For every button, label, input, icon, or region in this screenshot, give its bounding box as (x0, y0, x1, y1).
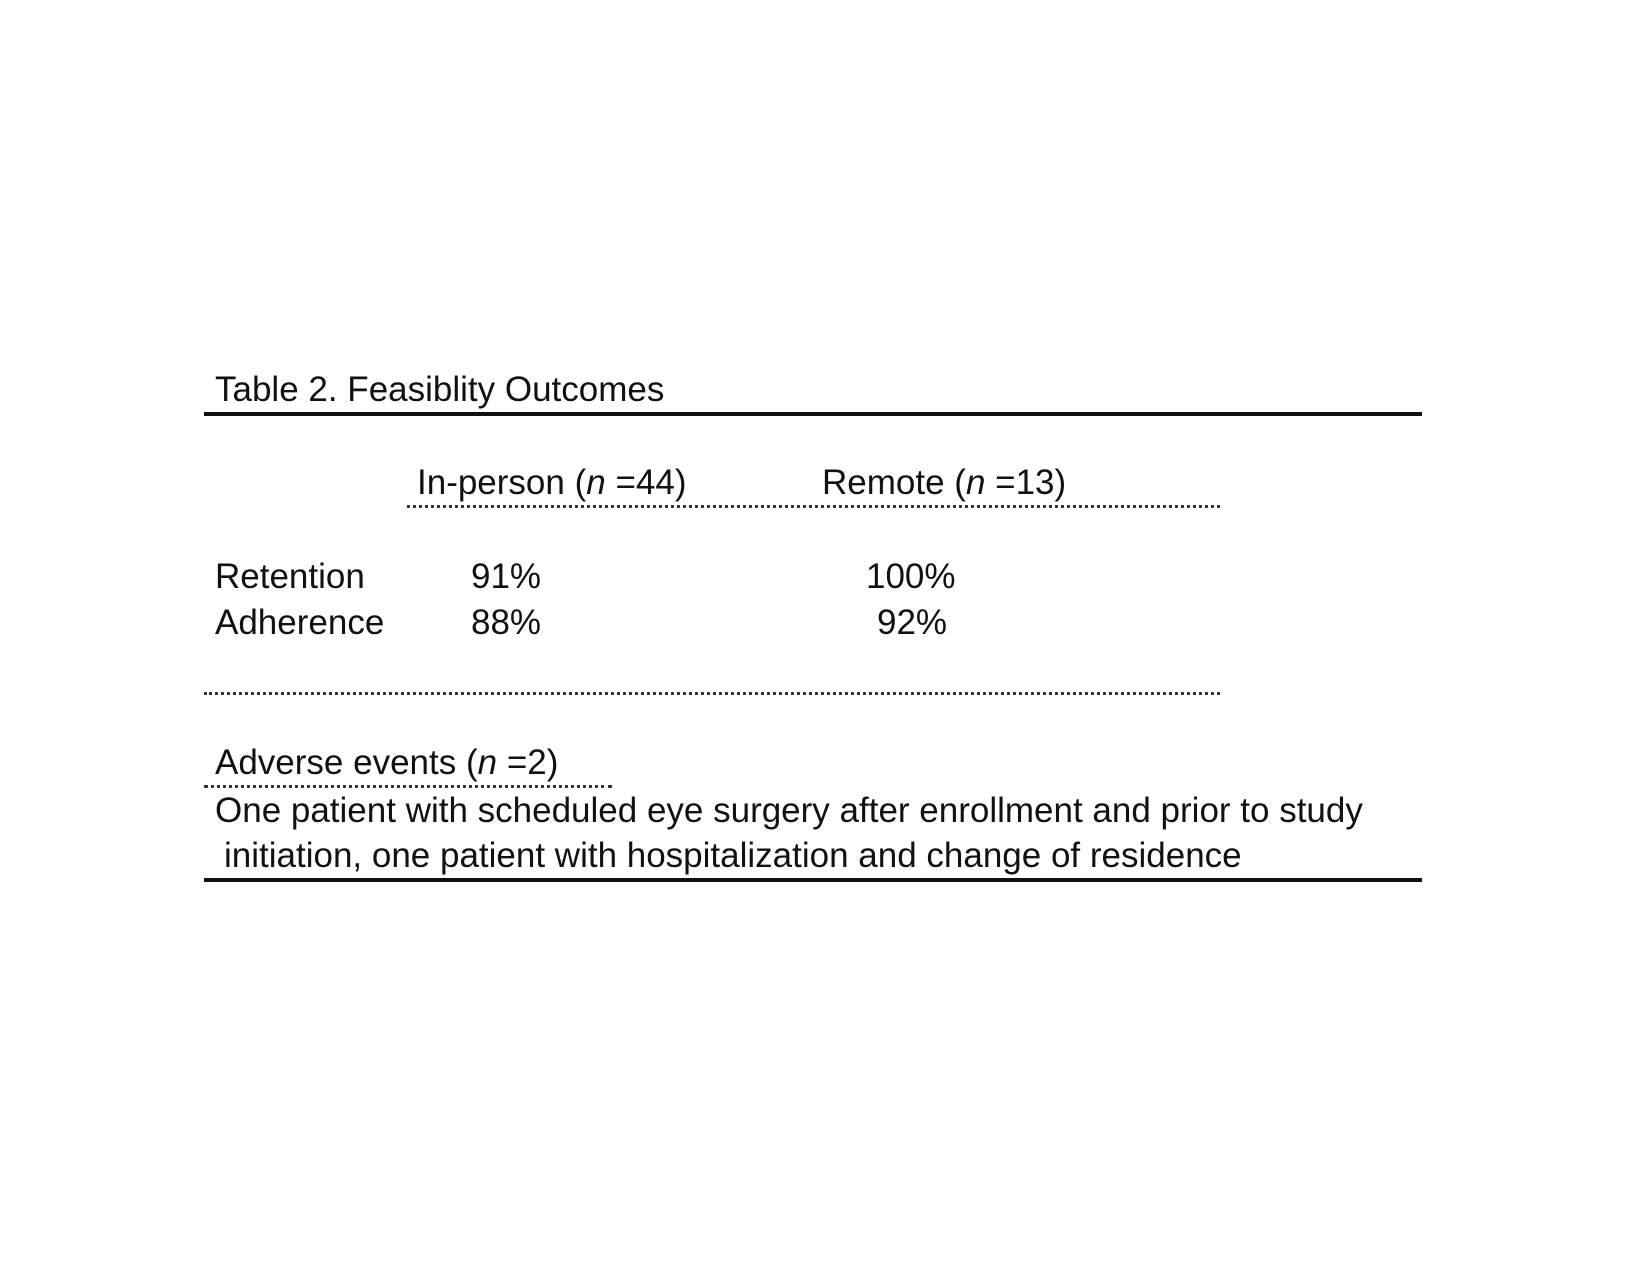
row-label-adherence: Adherence (215, 603, 385, 642)
adherence-in-person-value: 88% (471, 603, 542, 642)
column-header-rule (407, 505, 1220, 508)
adverse-events-line-2: initiation, one patient with hospitalization and change of residence (224, 836, 1242, 875)
top-rule (204, 412, 1422, 416)
bottom-rule (204, 878, 1422, 882)
adverse-events-line-1: One patient with scheduled eye surgery after enrollment and prior to study (215, 791, 1363, 830)
body-bottom-rule (204, 692, 1220, 695)
retention-in-person-value: 91% (471, 557, 542, 596)
adherence-remote-value: 92% (877, 603, 948, 642)
adverse-events-heading: Adverse events (n =2) (215, 743, 559, 782)
retention-remote-value: 100% (866, 557, 956, 596)
adverse-events-rule (204, 785, 612, 788)
row-label-retention: Retention (215, 557, 365, 596)
table-title: Table 2. Feasiblity Outcomes (215, 370, 665, 409)
column-header-in-person: In-person (n =44) (417, 463, 687, 502)
column-header-remote: Remote (n =13) (822, 463, 1067, 502)
